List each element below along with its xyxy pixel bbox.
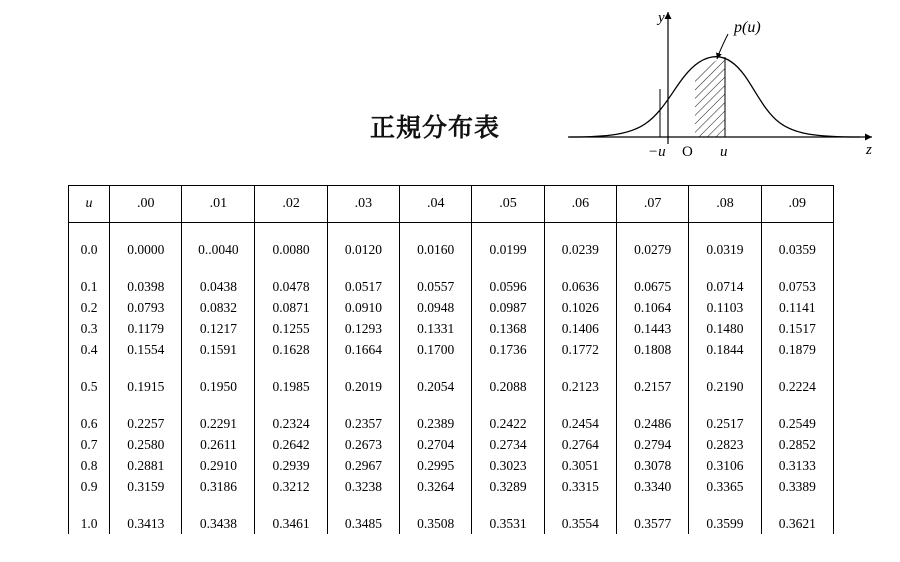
table-cell: 0.1772 <box>544 339 616 360</box>
column-header-6: .06 <box>544 186 616 223</box>
spacer-cell <box>182 360 255 376</box>
column-header-0: .00 <box>110 186 182 223</box>
table-cell: 0.3023 <box>472 455 544 476</box>
table-cell: 0.1255 <box>255 318 327 339</box>
row-header-u: 0.1 <box>69 276 110 297</box>
table-cell: 0.1950 <box>182 376 255 397</box>
row-header-u: 0.3 <box>69 318 110 339</box>
spacer-cell <box>689 223 761 240</box>
spacer-cell <box>616 397 688 413</box>
table-cell: 0.2422 <box>472 413 544 434</box>
table-cell: 0.1217 <box>182 318 255 339</box>
spacer-cell <box>761 397 833 413</box>
spacer-cell <box>110 360 182 376</box>
table-cell: 0.3554 <box>544 513 616 534</box>
table-cell: 0.0000 <box>110 239 182 260</box>
spacer-cell <box>400 260 472 276</box>
table-cell: 0.2549 <box>761 413 833 434</box>
table-row <box>69 413 834 434</box>
column-header-2: .02 <box>255 186 327 223</box>
table-cell: 0.0793 <box>110 297 182 318</box>
spacer-cell <box>689 497 761 513</box>
table-row <box>69 513 834 534</box>
spacer-cell <box>472 397 544 413</box>
row-header-u: 0.7 <box>69 434 110 455</box>
figure-z-label: z <box>866 142 872 158</box>
spacer-cell <box>400 397 472 413</box>
table-row <box>69 434 834 455</box>
table-cell: 0.3186 <box>182 476 255 497</box>
table-cell: 0.1179 <box>110 318 182 339</box>
table-cell: 0.3577 <box>616 513 688 534</box>
spacer-cell <box>255 397 327 413</box>
table-cell: 0.3413 <box>110 513 182 534</box>
table-cell: 0.2324 <box>255 413 327 434</box>
table-cell: 0.2910 <box>182 455 255 476</box>
table-cell: 0.2088 <box>472 376 544 397</box>
table-cell: 0.1103 <box>689 297 761 318</box>
row-header-u: 0.5 <box>69 376 110 397</box>
table-cell: 0.0398 <box>110 276 182 297</box>
table-cell: 0.1293 <box>327 318 399 339</box>
table-cell: 0.3133 <box>761 455 833 476</box>
spacer-cell <box>69 260 110 276</box>
table-cell: 0.0199 <box>472 239 544 260</box>
column-header-1: .01 <box>182 186 255 223</box>
table-row <box>69 376 834 397</box>
table-cell: 0.2611 <box>182 434 255 455</box>
table-row <box>69 318 834 339</box>
table-cell: 0.0239 <box>544 239 616 260</box>
table-cell: 0.2454 <box>544 413 616 434</box>
column-header-5: .05 <box>472 186 544 223</box>
table-gap-row <box>69 397 834 413</box>
table-row <box>69 297 834 318</box>
spacer-cell <box>255 260 327 276</box>
table-cell: 0.2257 <box>110 413 182 434</box>
table-cell: 0.2517 <box>689 413 761 434</box>
spacer-cell <box>544 497 616 513</box>
table-cell: 0.1064 <box>616 297 688 318</box>
spacer-cell <box>327 497 399 513</box>
page-title: 正規分布表 <box>370 113 501 142</box>
figure-origin-label: O <box>682 144 693 160</box>
table-cell: 0.2123 <box>544 376 616 397</box>
table-cell: 0.1517 <box>761 318 833 339</box>
table-cell: 0.3621 <box>761 513 833 534</box>
table-cell: 0.3212 <box>255 476 327 497</box>
table-cell: 0.3078 <box>616 455 688 476</box>
spacer-cell <box>182 223 255 240</box>
table-cell: 0.3389 <box>761 476 833 497</box>
row-header-u: 0.9 <box>69 476 110 497</box>
table-cell: 0.0675 <box>616 276 688 297</box>
spacer-cell <box>616 260 688 276</box>
spacer-cell <box>182 260 255 276</box>
table-cell: 0.2823 <box>689 434 761 455</box>
table-cell: 0.3508 <box>400 513 472 534</box>
table-cell: 0.2157 <box>616 376 688 397</box>
table-cell: 0.2967 <box>327 455 399 476</box>
table-cell: 0.3051 <box>544 455 616 476</box>
table-cell: 0.2389 <box>400 413 472 434</box>
table-gap-row-top <box>69 223 834 240</box>
table-cell: 0.0319 <box>689 239 761 260</box>
spacer-cell <box>400 497 472 513</box>
table-cell: 0.0596 <box>472 276 544 297</box>
table-cell: 0.0160 <box>400 239 472 260</box>
row-header-u: 0.6 <box>69 413 110 434</box>
figure-left-tick-label: −u <box>648 144 666 160</box>
table-corner-header: u <box>69 186 110 223</box>
table-cell: 0.1664 <box>327 339 399 360</box>
spacer-cell <box>689 397 761 413</box>
table-cell: 0.2852 <box>761 434 833 455</box>
table-cell: 0.1406 <box>544 318 616 339</box>
table-cell: 0.3340 <box>616 476 688 497</box>
table-cell: 0.3315 <box>544 476 616 497</box>
table-row <box>69 239 834 260</box>
normal-curve-figure <box>560 4 890 169</box>
table-gap-row <box>69 360 834 376</box>
column-header-4: .04 <box>400 186 472 223</box>
table-cell: 0.3531 <box>472 513 544 534</box>
figure-right-tick-label: u <box>720 144 728 160</box>
table-cell: 0.0517 <box>327 276 399 297</box>
spacer-cell <box>327 223 399 240</box>
spacer-cell <box>400 360 472 376</box>
table-cell: 0.2054 <box>400 376 472 397</box>
spacer-cell <box>110 497 182 513</box>
table-cell: 0.2704 <box>400 434 472 455</box>
spacer-cell <box>69 497 110 513</box>
spacer-cell <box>544 360 616 376</box>
spacer-cell <box>110 397 182 413</box>
table-cell: 0.0948 <box>400 297 472 318</box>
spacer-cell <box>544 260 616 276</box>
table-cell: 0.3289 <box>472 476 544 497</box>
table-cell: 0.3159 <box>110 476 182 497</box>
row-header-u: 0.4 <box>69 339 110 360</box>
spacer-cell <box>472 260 544 276</box>
table-cell: 0.2642 <box>255 434 327 455</box>
row-header-u: 0.2 <box>69 297 110 318</box>
table-cell: 0.0120 <box>327 239 399 260</box>
table-cell: 0.1443 <box>616 318 688 339</box>
table-cell: 0.1331 <box>400 318 472 339</box>
table-cell: 0.1736 <box>472 339 544 360</box>
table-row <box>69 455 834 476</box>
spacer-cell <box>761 360 833 376</box>
table-cell: 0.3106 <box>689 455 761 476</box>
spacer-cell <box>182 497 255 513</box>
table-cell: 0.2764 <box>544 434 616 455</box>
column-header-8: .08 <box>689 186 761 223</box>
spacer-cell <box>472 223 544 240</box>
table-cell: 0.1026 <box>544 297 616 318</box>
spacer-cell <box>327 397 399 413</box>
table-cell: 0.1844 <box>689 339 761 360</box>
table-cell: 0.0359 <box>761 239 833 260</box>
spacer-cell <box>689 260 761 276</box>
table-cell: 0.2224 <box>761 376 833 397</box>
spacer-cell <box>761 260 833 276</box>
figure-y-label: y <box>658 10 665 26</box>
row-header-u: 1.0 <box>69 513 110 534</box>
table-cell: 0.1554 <box>110 339 182 360</box>
spacer-cell <box>616 497 688 513</box>
table-cell: 0.2190 <box>689 376 761 397</box>
spacer-cell <box>472 497 544 513</box>
table-cell: 0.1700 <box>400 339 472 360</box>
spacer-cell <box>255 223 327 240</box>
table-cell: 0.2291 <box>182 413 255 434</box>
table-header-row <box>69 186 834 223</box>
table-gap-row <box>69 497 834 513</box>
spacer-cell <box>544 223 616 240</box>
table-cell: 0.1915 <box>110 376 182 397</box>
table-cell: 0.0871 <box>255 297 327 318</box>
table-cell: 0.3599 <box>689 513 761 534</box>
row-header-u: 0.0 <box>69 239 110 260</box>
spacer-cell <box>761 223 833 240</box>
table-cell: 0.2357 <box>327 413 399 434</box>
row-header-u: 0.8 <box>69 455 110 476</box>
table-cell: 0.2734 <box>472 434 544 455</box>
column-header-9: .09 <box>761 186 833 223</box>
table-cell: 0.1480 <box>689 318 761 339</box>
table-cell: 0.3461 <box>255 513 327 534</box>
spacer-cell <box>255 360 327 376</box>
distribution-table <box>68 185 834 534</box>
table-row <box>69 276 834 297</box>
column-header-7: .07 <box>616 186 688 223</box>
spacer-cell <box>69 223 110 240</box>
table-cell: 0.0478 <box>255 276 327 297</box>
spacer-cell <box>544 397 616 413</box>
table-cell: 0.1591 <box>182 339 255 360</box>
spacer-cell <box>110 260 182 276</box>
figure-curve-label: p(u) <box>734 19 761 36</box>
table-cell: 0.1368 <box>472 318 544 339</box>
table-cell: 0.1628 <box>255 339 327 360</box>
table-cell: 0.3238 <box>327 476 399 497</box>
table-cell: 0.1879 <box>761 339 833 360</box>
table-cell: 0.1141 <box>761 297 833 318</box>
table-cell: 0.0279 <box>616 239 688 260</box>
table-cell: 0..0040 <box>182 239 255 260</box>
column-header-3: .03 <box>327 186 399 223</box>
table-cell: 0.0910 <box>327 297 399 318</box>
table-cell: 0.2019 <box>327 376 399 397</box>
spacer-cell <box>69 397 110 413</box>
table-cell: 0.0080 <box>255 239 327 260</box>
table-cell: 0.0714 <box>689 276 761 297</box>
table-cell: 0.0636 <box>544 276 616 297</box>
spacer-cell <box>616 223 688 240</box>
normal-distribution-table <box>68 185 834 534</box>
table-cell: 0.0832 <box>182 297 255 318</box>
table-gap-row <box>69 260 834 276</box>
spacer-cell <box>327 360 399 376</box>
table-cell: 0.3264 <box>400 476 472 497</box>
table-cell: 0.1808 <box>616 339 688 360</box>
table-cell: 0.2881 <box>110 455 182 476</box>
spacer-cell <box>327 260 399 276</box>
table-cell: 0.2995 <box>400 455 472 476</box>
table-cell: 0.2939 <box>255 455 327 476</box>
table-cell: 0.2794 <box>616 434 688 455</box>
table-cell: 0.1985 <box>255 376 327 397</box>
table-cell: 0.0557 <box>400 276 472 297</box>
spacer-cell <box>616 360 688 376</box>
spacer-cell <box>69 360 110 376</box>
table-cell: 0.0438 <box>182 276 255 297</box>
spacer-cell <box>400 223 472 240</box>
table-cell: 0.2673 <box>327 434 399 455</box>
table-cell: 0.3438 <box>182 513 255 534</box>
table-cell: 0.0987 <box>472 297 544 318</box>
spacer-cell <box>689 360 761 376</box>
table-cell: 0.3365 <box>689 476 761 497</box>
table-cell: 0.2580 <box>110 434 182 455</box>
spacer-cell <box>255 497 327 513</box>
table-cell: 0.2486 <box>616 413 688 434</box>
spacer-cell <box>761 497 833 513</box>
table-row <box>69 339 834 360</box>
spacer-cell <box>110 223 182 240</box>
table-cell: 0.3485 <box>327 513 399 534</box>
table-cell: 0.0753 <box>761 276 833 297</box>
spacer-cell <box>182 397 255 413</box>
table-row <box>69 476 834 497</box>
spacer-cell <box>472 360 544 376</box>
